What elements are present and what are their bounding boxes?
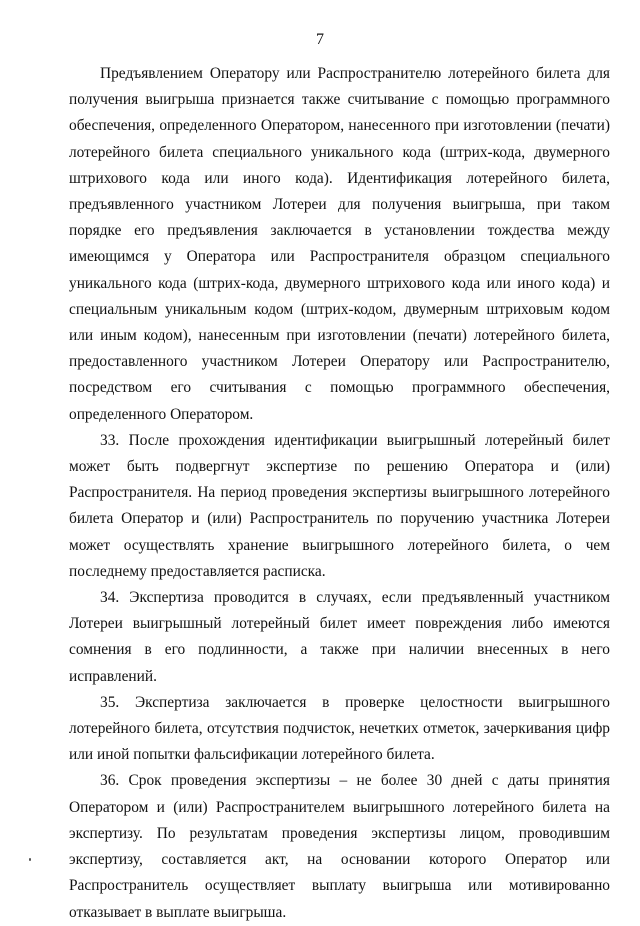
paragraph-34: 34. Экспертиза проводится в случаях, если предъявленный участником Лотереи выигрышный лотерейный билет имеет повреждения либо имеются сомнения в его подлинности, а также при наличии внесенных в него исправлений. <box>69 589 610 685</box>
paragraph-33: 33. После прохождения идентификации выигрышный лотерейный билет может быть подвергнут экспертизе по решению Оператора и (или) Распространителя. На период проведения экспертизы выигрышного лотерейного билета Оператор и (или) Распространитель по поручению участника Лотереи может осуществлять хранение выигрышного лотерейного билета, о чем последнему предоставляется расписка. <box>69 431 610 580</box>
scan-speck <box>29 858 31 861</box>
page-number: 7 <box>316 31 324 48</box>
paragraph-35: 35. Экспертиза заключается в проверке целостности выигрышного лотерейного билета, отсутствия подчисток, нечетких отметок, зачеркивания цифр или иной попытки фальсификации лотерейного билета. <box>69 693 610 764</box>
paragraph-36: 36. Срок проведения экспертизы – не более 30 дней с даты принятия Оператором и (или) Распространителем выигрышного лотерейного билета на экспертизу. По результатам проведения экспертизы лицом, проводившим экспертизу, составляется акт, на основании которого Оператор или Распространитель осуществляет выплату выигрыша или мотивированно отказывает в выплате выигрыша. <box>69 772 610 921</box>
document-body <box>69 61 610 926</box>
paragraph-barcode-presentation: Предъявлением Оператору или Распространителю лотерейного билета для получения выигрыша признается также считывание с помощью программного обеспечения, определенного Оператором, нанесенного при изготовлении (печати) лотерейного билета специального уникального кода (штрих-кода, двумерного штрихового кода или иного кода). Идентификация лотерейного билета, предъявленного участником Лотереи для получения выигрыша, при таком порядке его предъявления заключается в установлении тождества между имеющимся у Оператора или Распространителя образцом специального уникального кода (штрих-кода, двумерного штрихового кода или иного кода) и специальным уникальным кодом (штрих-кодом, двумерным штриховым кодом или иным кодом), нанесенным при изготовлении (печати) лотерейного билета, предоставленного участником Лотереи Оператору или Распространителю, посредством его считывания с помощью программного обеспечения, определенного Оператором. <box>69 65 610 423</box>
